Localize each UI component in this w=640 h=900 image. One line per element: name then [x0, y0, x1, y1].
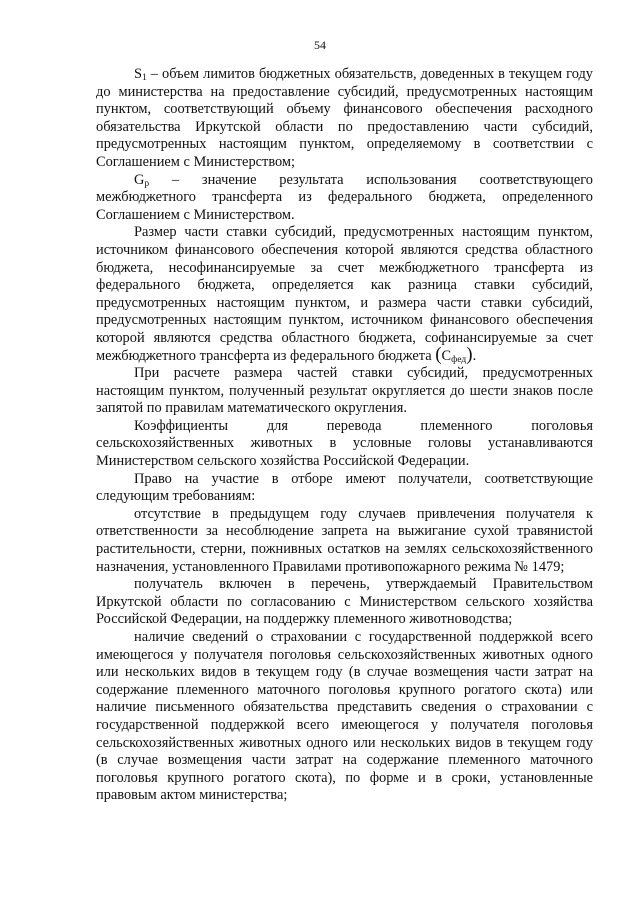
- stavka-text: Размер части ставки субсидий, предусмотренных настоящим пунктом, источником финансового обеспечения которой являются средства областного бюджета, несофинансируемые за счет межбюджетного трансферта из федерального бюджета, определяется как разница ставки субсидий, предусмотренных настоящим пунктом, и размера части ставки субсидий, предусмотренных настоящим пунктом, источником финансового обеспечения которой являются средства областного бюджета, софинансируемые за счет межбюджетного трансферта из федерального бюджета: [96, 224, 593, 364]
- gp-symbol: G: [134, 171, 145, 188]
- gp-subscript: p: [144, 178, 150, 189]
- requirement-insurance-paragraph: наличие сведений о страховании с государственной поддержкой всего имеющегося у получателя поголовья сельскохозяйственных животных одного или нескольких видов в текущем году (в случае возмещения части затрат на содержание племенного маточного поголовья крупного рогатого скота) или наличие письменного обязательства представить сведения о страховании с государственной поддержкой всего имеющегося у получателя поголовья сельскохозяйственных животных одного или нескольких видов в текущем году (в случае возмещения части затрат на содержание племенного маточного поголовья крупного рогатого скота), по форме и в сроки, установленные правовым актом министерства;: [96, 629, 593, 804]
- stavka-paragraph: [96, 224, 593, 365]
- requirement-no-burning-paragraph: отсутствие в предыдущем году случаев привлечения получателя к ответственности за несоблюдение запрета на выжигание сухой травянистой растительности, стерни, пожнивных остатков на землях сельскохозяйственного назначения, установленного Правилами противопожарного режима № 1479;: [96, 505, 593, 575]
- gp-definition-text: – значение результата использования соответствующего межбюджетного трансферта из федерального бюджета, определенного Соглашением с Министерством.: [96, 171, 593, 223]
- cfed-subscript: фед: [451, 354, 467, 365]
- stavka-end: .: [472, 347, 477, 364]
- s1-subscript: 1: [142, 73, 147, 83]
- gp-definition: [96, 172, 593, 225]
- coefficients-paragraph: Коэффициенты для перевода племенного поголовья сельскохозяйственных животных в условные головы устанавливаются Министерством сельского хозяйства Российской Федерации.: [96, 417, 593, 470]
- page-number: 54: [314, 38, 326, 52]
- formula-paren-close: ): [466, 343, 473, 365]
- s1-symbol: S: [134, 66, 143, 82]
- rounding-paragraph: При расчете размера частей ставки субсидий, предусмотренных настоящим пунктом, полученный результат округляется до шести знаков после запятой по правилам математического округления.: [96, 365, 593, 417]
- requirement-registry-paragraph: получатель включен в перечень, утверждаемый Правительством Иркутской области по согласованию с Министерством сельского хозяйства Российской Федерации, на поддержку племенного животноводства;: [96, 576, 593, 628]
- formula-paren-open: (: [435, 343, 442, 365]
- document-body: [96, 66, 593, 805]
- eligibility-intro-paragraph: Право на участие в отборе имеют получатели, соответствующие следующим требованиям:: [96, 470, 593, 505]
- s1-definition: [96, 66, 593, 172]
- cfed-symbol: C: [441, 347, 452, 364]
- s1-definition-text: – объем лимитов бюджетных обязательств, доведенных в текущем году до министерства на предоставление субсидий, предусмотренных настоящим пунктом, соответствующий объему финансового обеспечения расходного обязательства Иркутской области по предоставлению части субсидий, предусмотренных настоящим пунктом, определяемому в соответствии с Соглашением с Министерством;: [96, 66, 593, 170]
